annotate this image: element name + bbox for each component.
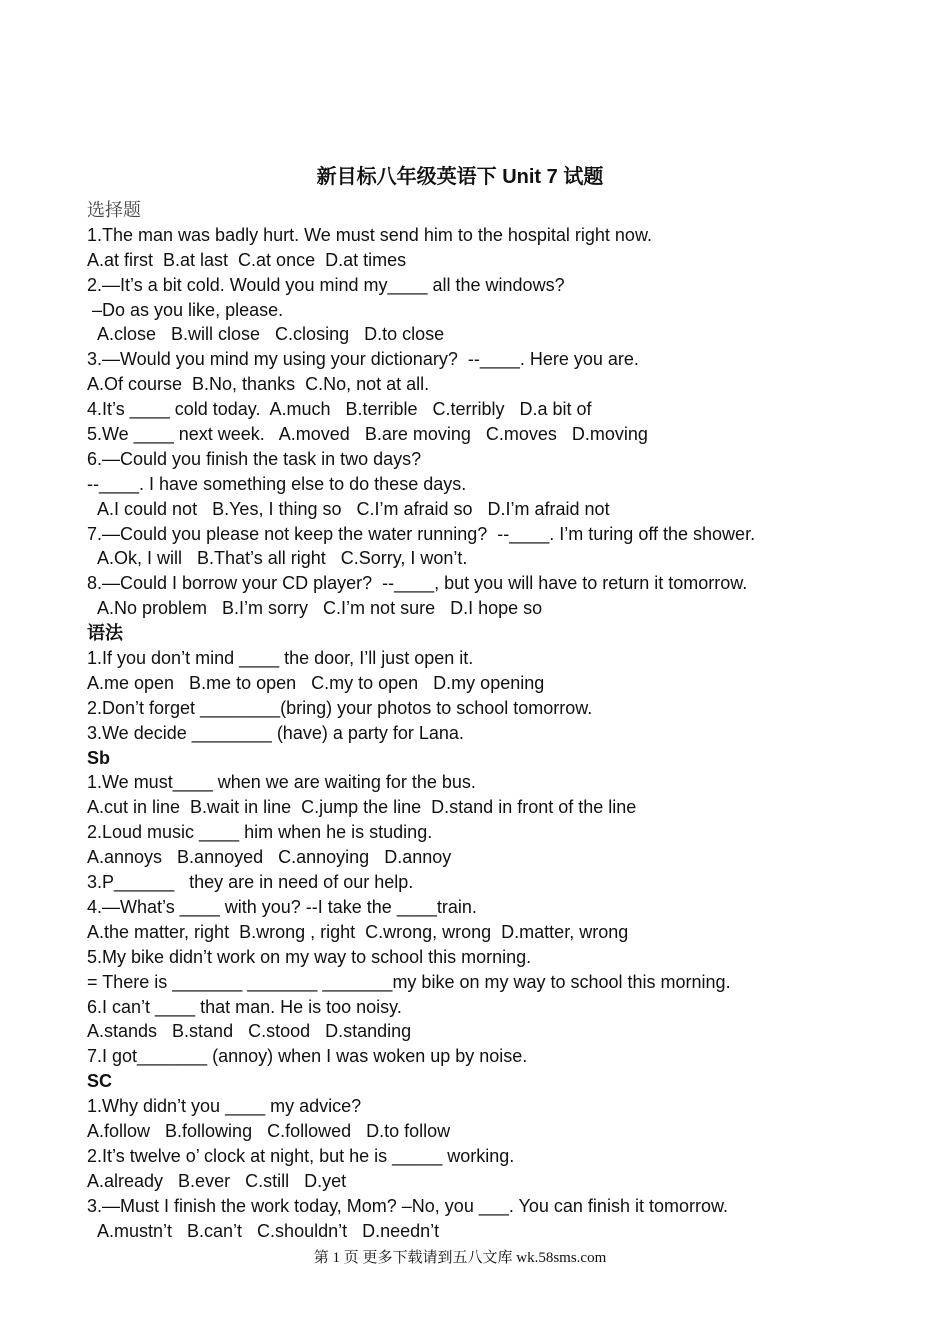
section-heading: Sb (87, 747, 111, 768)
question-line: = There is _______ _______ _______my bike on my way to school this morning. (87, 971, 731, 992)
question-line: 3.—Would you mind my using your dictionary? --____. Here you are. (87, 349, 639, 370)
answer-options: A.close B.will close C.closing D.to close (97, 324, 445, 345)
question-line: 2.—It’s a bit cold. Would you mind my____ all the windows? (87, 274, 565, 295)
question-line: 3.P______ they are in need of our help. (87, 872, 414, 893)
question-line: A.Of course B.No, thanks C.No, not at all. (87, 374, 430, 395)
question-line: 3.We decide ________ (have) a party for Lana. (87, 722, 464, 743)
answer-options: A.Ok, I will B.That’s all right C.Sorry, I won’t. (97, 548, 468, 569)
document-title: 新目标八年级英语下 Unit 7 试题 (316, 166, 604, 188)
question-line: A.me open B.me to open C.my to open D.my opening (87, 672, 545, 693)
section-heading: SC (87, 1071, 113, 1092)
question-line: 4.It’s ____ cold today. A.much B.terrible C.terribly D.a bit of (87, 399, 592, 420)
question-line: 1.If you don’t mind ____ the door, I’ll just open it. (87, 648, 474, 669)
question-line: 6.—Could you finish the task in two days? (87, 448, 422, 469)
question-line: 2.It’s twelve o’ clock at night, but he is _____ working. (87, 1145, 515, 1166)
question-line: 1.Why didn’t you ____ my advice? (87, 1096, 362, 1117)
section-heading: 选择题 (87, 200, 141, 220)
question-line: 6.I can’t ____ that man. He is too noisy. (87, 996, 402, 1017)
question-line: 1.We must____ when we are waiting for the bus. (87, 772, 476, 793)
question-line: 8.—Could I borrow your CD player? --____, but you will have to return it tomorrow. (87, 573, 748, 594)
section-heading: 语法 (87, 623, 123, 644)
question-list (87, 198, 927, 1243)
question-line: --____. I have something else to do these days. (87, 473, 467, 494)
question-line: 7.—Could you please not keep the water running? --____. I’m turing off the shower. (87, 523, 756, 544)
question-line: 2.Don’t forget ________(bring) your photos to school tomorrow. (87, 697, 593, 718)
question-line: A.stands B.stand C.stood D.standing (87, 1021, 412, 1042)
question-line: A.cut in line B.wait in line C.jump the line D.stand in front of the line (87, 797, 637, 818)
answer-options: A.No problem B.I’m sorry C.I’m not sure D.I hope so (97, 598, 543, 619)
question-line: A.annoys B.annoyed C.annoying D.annoy (87, 847, 452, 868)
question-line: 4.—What’s ____ with you? --I take the ____train. (87, 896, 477, 917)
question-line: A.at first B.at last C.at once D.at times (87, 249, 407, 270)
question-line: 5.My bike didn’t work on my way to school this morning. (87, 946, 532, 967)
question-line: 2.Loud music ____ him when he is studing. (87, 822, 433, 843)
question-line: 5.We ____ next week. A.moved B.are moving C.moves D.moving (87, 424, 648, 445)
question-line: 7.I got_______ (annoy) when I was woken up by noise. (87, 1046, 528, 1067)
question-line: A.follow B.following C.followed D.to follow (87, 1120, 451, 1141)
page-footer: 第 1 页 更多下载请到五八文库 wk.58sms.com (313, 1250, 607, 1266)
answer-options: A.mustn’t B.can’t C.shouldn’t D.needn’t (97, 1220, 440, 1241)
question-line: A.the matter, right B.wrong , right C.wrong, wrong D.matter, wrong (87, 921, 629, 942)
question-line: –Do as you like, please. (87, 299, 284, 320)
question-line: A.already B.ever C.still D.yet (87, 1170, 347, 1191)
question-line: 1.The man was badly hurt. We must send him to the hospital right now. (87, 224, 652, 245)
question-line: 3.—Must I finish the work today, Mom? –No, you ___. You can finish it tomorrow. (87, 1195, 728, 1216)
answer-options: A.I could not B.Yes, I thing so C.I’m afraid so D.I’m afraid not (97, 498, 610, 519)
